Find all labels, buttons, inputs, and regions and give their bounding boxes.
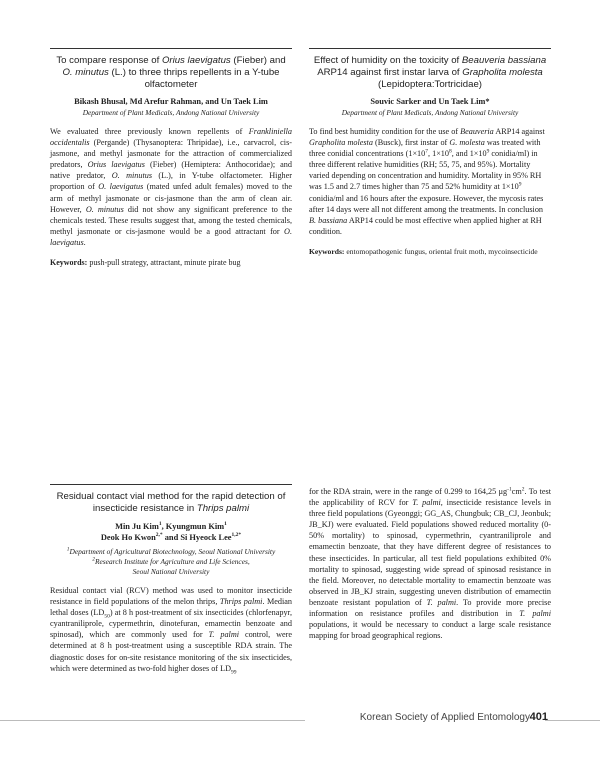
article-3-affiliation: $^1$Department of Agricultural Biotechnology, Seoul National University $^2$Research Institute for Agriculture and Life Sciences, Seoul National University (66, 546, 276, 576)
article-1-title: To compare response of Orius laevigatus (Fieber) and O. minutus (L.) to three thrips repellents in a Y-tube olfactometer (56, 55, 286, 90)
article-2-authors: Souvic Sarker and Un Taek Lim* (370, 97, 490, 106)
article-2-title: Effect of humidity on the toxicity of Beauveria bassiana ARP14 against first instar larva of Grapholita molesta (Lepidoptera:Tortricidae) (313, 55, 547, 90)
article-3-abstract-part-1: Residual contact vial (RCV) method was used to monitor insecticide resistance in field populations of the melon thrips, Thrips palmi. Median lethal doses $(LD_{50})$ at 8 h post-treatment of six insecticides (chlorfenapyr, cyantraniliprole, cypermethrin, dinotefuran, emamectin benzoate and spinosad), which are commonly used for T. palmi control, were determined at 8 h post-treatment using a susceptible RDA strain. The diagnostic doses for on-site resistance monitoring of the six insecticides, which were determined as two-fold higher doses of $LD_{99}$ (50, 586, 292, 676)
article-3-abstract-part-2: for the RDA strain, were in the range of 0.299 to 164,25 $\mu g^{-1}cm^2$. To test the applicability of RCV for T. palmi, insecticide resistance levels in three field populations (Gyeonggi; GG_AS, Chungbuk; CB_CJ, Jeonbuk; JB_KJ) were evaluated. Field populations showed reduced mortality (0-50% mortality) to spinosad, cypermethrin, cyantraniliprole and emamectin benzoate, that they have different degree of resistances to these insecticides. In particular, all test field populations exhibited 0% mortality to spinosad, suggesting wide spread of spinosad resistance in the field. Moreover, no detectable mortality to emamectin benzoate was observed in JB_KJ strain, suggesting uneven distribution of emamectin benzoate resistant population of T. palmi. To provide more precise information on resistance profiles and distribution in T. palmi populations, it would be necessary to conduct a large scale resistance mapping for broad geographical regions. (309, 486, 551, 641)
article-2-keywords: Keywords: entomopathogenic fungus, oriental fruit moth, mycoinsecticide (309, 246, 538, 256)
article-3-continued (309, 486, 551, 641)
article-1 (50, 48, 292, 268)
footer-rule-right (545, 720, 600, 721)
page-footer (0, 712, 600, 738)
article-3-title: Residual contact vial method for the rapid detection of insecticide resistance in Thrips palmi (56, 491, 286, 514)
page-number: 401 (529, 711, 548, 723)
footer-rule-left (0, 720, 305, 721)
article-1-authors: Bikash Bhusal, Md Arefur Rahman, and Un Taek Lim (74, 97, 268, 106)
article-1-affiliation: Department of Plant Medicals, Andong National University (82, 108, 260, 117)
article-2-abstract: To find best humidity condition for the use of Beauveria ARP14 against Grapholita molesta (Busck), first instar of G. molesta was treated with three conidial concentrations ($1\times 10^7$, $1\times 10^8$, and $1\times 10^9$ conidia/ml) in three different relative humidities (RH; 55, 75, and 95%). Mortality varied depending on concentration and humidity. Mortality in 95% RH was 1.5 and 2.7 times higher than 75 and 52% humidity at $1\times 10^9$ conidia/ml and 16 hours after the exposure. However, the mycosis rates after 14 days were all not different among the treatments. In conclusion B. bassiana ARP14 could be most effective when applied higher at RH condition. (309, 127, 545, 236)
article-1-abstract: We evaluated three previously known repellents of Frankliniella occidentalis (Pergande) (Thysanoptera: Thripidae), i.e., carvacrol, cis-jasmone, and methyl jasmonate for the attraction of commercialized predators, Orius laevigatus (Fieber) (Hemiptera: Anthocoridae); and native predator, O. minutus (L.), in Y-tube olfactometer. Higher proportion of O. laevigatus (mated unfed adult females) moved to the arm of methyl jasmonate or cis-jasmone than the arm of clean air. However, O. minutus did not show any significant preference to the chemicals tested. These results suggest that, among the tested chemicals, methyl jasmonate or cis-jasmone would be a good attractant for O. laevigatus. (50, 127, 292, 247)
article-3 (50, 484, 292, 674)
article-2 (309, 48, 551, 257)
article-2-affiliation: Department of Plant Medicals, Andong National University (341, 108, 519, 117)
article-3-authors: Min Ju Kim$^1$, Kyungmun Kim$^1$ Deok Ho Kwon$^{2,*}$ and Si Hyeock Lee$^{1,2*}$ (100, 521, 242, 542)
footer-society: Korean Society of Applied Entomology (359, 712, 530, 723)
article-1-keywords: Keywords: push-pull strategy, attractant, minute pirate bug (50, 258, 241, 268)
